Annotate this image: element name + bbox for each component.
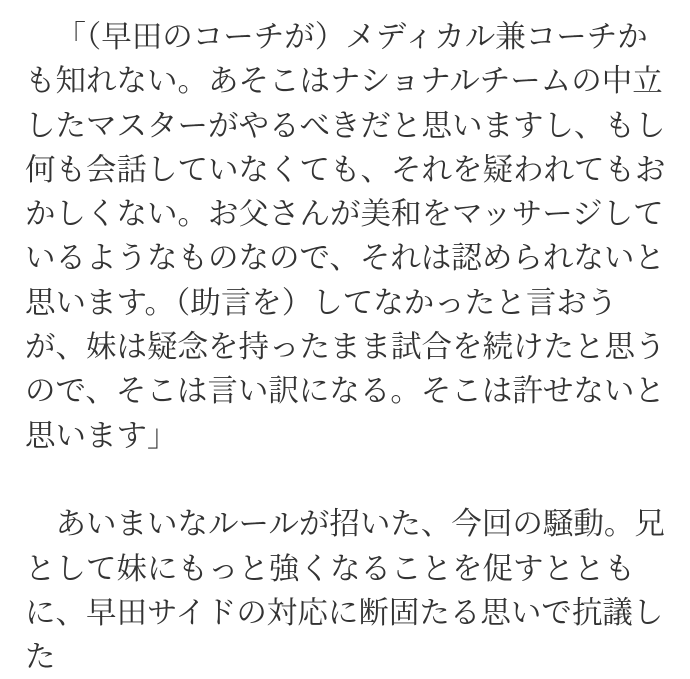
text-line: 「（早田のコーチが）メディカル兼コーチか [55,20,648,54]
text-line: 何も会話していなくても、それを疑われてもお [25,152,666,187]
text-line: に、早田サイドの対応に断固たる思いで抗議し [25,595,664,630]
text-line: も知れない。あそこはナショナルチームの中立 [25,64,663,99]
text-line-clipped: た [25,640,56,675]
narration-paragraph [25,502,666,679]
text-line: 思います」 [25,418,178,453]
text-line: ので、そこは言い訳になる。そこは許せないと [25,374,665,409]
text-line: 思います。（助言を）してなかったと言おう [25,285,618,320]
quote-paragraph [25,15,666,458]
text-line: したマスターがやるべきだと思いますし、もし [25,108,666,143]
text-line: いるようなものなので、それは認められないと [25,241,665,276]
text-line: が、妹は疑念を持ったまま試合を続けたと思う [25,330,666,365]
text-line: かしくない。お父さんが美和をマッサージして [25,197,664,232]
text-line: あいまいなルールが招いた、今回の騒動。兄 [55,507,665,542]
text-line: として妹にもっと強くなることを促すととも [25,551,635,586]
